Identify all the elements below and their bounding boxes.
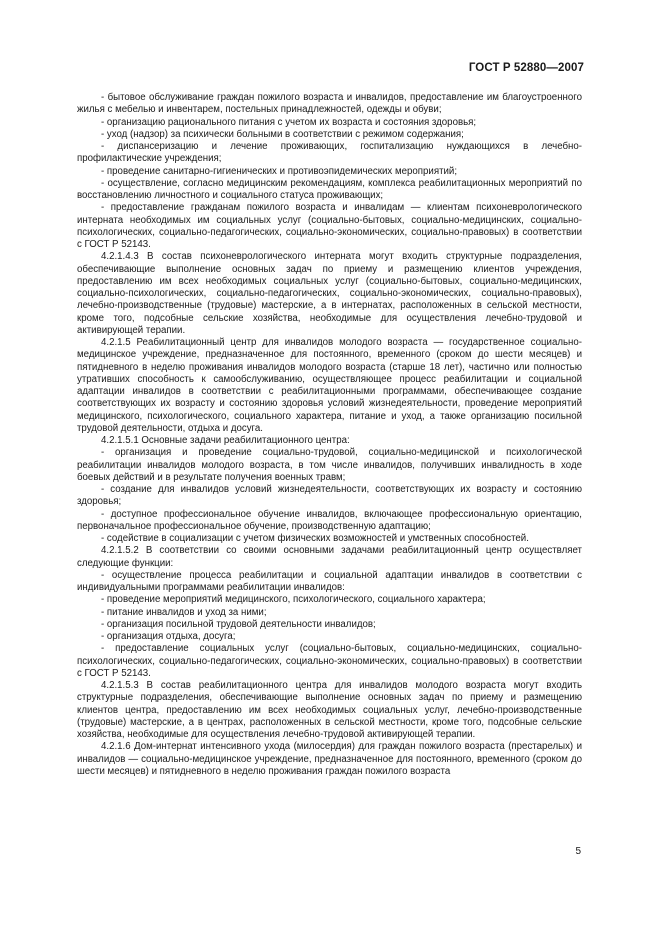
paragraph: 4.2.1.5.3 В состав реабилитационного центра для инвалидов молодого возраста могут входить структурные подразделения, обеспечивающие выполнение основных задач по приему и размещению клиентов центра, предоставлению им всех необходимых социальных услуг, лечебно-производственные (трудовые) мастерские, а в центрах, расположенных в сельской местности, кроме того, подсобные сельские хозяйства, необходимые для осуществления лечебно-трудовой активирующей терапии. bbox=[77, 680, 582, 740]
paragraph: - осуществление процесса реабилитации и социальной адаптации инвалидов в соответствии с индивидуальными программами реабилитации инвалидов: bbox=[77, 569, 582, 593]
paragraph: - уход (надзор) за психически больными в соответствии с режимом содержания; bbox=[101, 128, 464, 140]
paragraph: 4.2.1.5 Реабилитационный центр для инвалидов молодого возраста — государственное социально-медицинское учреждение, предназначенное для постоянного, временного (сроком до шести месяцев) и пятидневного в неделю проживания инвалидов молодого возраста (старше 18 лет), частично или полностью утративших способность к самообслуживанию, осуществляющее процесс реабилитации и социальной адаптации инвалидов в соответствии с реабилитационными программами, обеспечивающее создание соответствующих их возрасту и состоянию здоровья условий жизнедеятельности, проведение мероприятий медицинского, психологического, социального характера, питание и уход, а также организацию посильной трудовой деятельности, отдыха и досуга. bbox=[77, 337, 582, 434]
document-body bbox=[77, 92, 582, 778]
paragraph: - проведение мероприятий медицинского, психологического, социального характера; bbox=[101, 594, 486, 606]
paragraph: - предоставление гражданам пожилого возраста и инвалидам — клиентам психоневрологического интерната необходимых им социальных услуг (социально-бытовых, социально-медицинских, социально-психологических, социально-педагогических, социально-экономических, социально-правовых) в соответствии с ГОСТ Р 52143. bbox=[77, 202, 582, 250]
paragraph: - организацию рационального питания с учетом их возраста и состояния здоровья; bbox=[101, 116, 477, 128]
paragraph: - проведение санитарно-гигиенических и противоэпидемических мероприятий; bbox=[101, 165, 458, 177]
paragraph: - предоставление социальных услуг (социально-бытовых, социально-медицинских, социально-психологических, социально-педагогических, социально-экономических, социально-правовых) в соответствии с ГОСТ Р 52143. bbox=[77, 643, 582, 679]
paragraph: - организация и проведение социально-трудовой, социально-медицинской и психологической реабилитации инвалидов молодого возраста, в том числе инвалидов, получивших инвалидность в ходе боевых действий и в результате получения военных травм; bbox=[77, 447, 582, 483]
paragraph: 4.2.1.5.2 В соответствии со своими основными задачами реабилитационный центр осуществляет следующие функции: bbox=[77, 545, 582, 569]
paragraph: 4.2.1.4.3 В состав психоневрологического интерната могут входить структурные подразделения, обеспечивающие выполнение основных задач по приему и размещению клиентов учреждения, предоставлению им всех необходимых социальных услуг (социально-бытовых, социально-медицинских, социально-психологических, социально-педагогических, социально-экономических, социально-правовых), лечебно-производственные (трудовые) мастерские, а в интернатах, расположенных в сельской местности, кроме того, подсобные сельские хозяйства, необходимые для осуществления лечебно-трудовой и активирующей терапии. bbox=[77, 251, 582, 336]
paragraph: - осуществление, согласно медицинским рекомендациям, комплекса реабилитационных мероприятий по восстановлению личностного и социального статуса проживающих; bbox=[77, 177, 582, 201]
paragraph: - диспансеризацию и лечение проживающих, госпитализацию нуждающихся в лечебно-профилактические учреждения; bbox=[77, 141, 582, 165]
paragraph: - питание инвалидов и уход за ними; bbox=[101, 606, 267, 618]
document-header: ГОСТ Р 52880—2007 bbox=[468, 62, 584, 74]
paragraph: - организация отдыха, досуга; bbox=[101, 631, 236, 642]
paragraph: - содействие в социализации с учетом физических возможностей и умственных способностей. bbox=[101, 533, 529, 544]
paragraph: 4.2.1.6 Дом-интернат интенсивного ухода (милосердия) для граждан пожилого возраста (престарелых) и инвалидов — социально-медицинское учреждение, предназначенное для постоянного, временного (сроком до шести месяцев) и пятидневного в неделю проживания граждан пожилого возраста bbox=[77, 741, 582, 777]
page-number: 5 bbox=[575, 846, 581, 857]
paragraph: - организация посильной трудовой деятельности инвалидов; bbox=[101, 618, 376, 630]
paragraph: - создание для инвалидов условий жизнедеятельности, соответствующих их возрасту и состоянию здоровья; bbox=[77, 484, 582, 508]
paragraph: - доступное профессиональное обучение инвалидов, включающее профессиональную ориентацию, первоначальное профессиональное обучение, производственную адаптацию; bbox=[77, 508, 582, 532]
paragraph: 4.2.1.5.1 Основные задачи реабилитационного центра: bbox=[101, 435, 350, 446]
paragraph: - бытовое обслуживание граждан пожилого возраста и инвалидов, предоставление им благоустроенного жилья с мебелью и инвентарем, постельных принадлежностей, одежды и обуви; bbox=[77, 92, 582, 116]
